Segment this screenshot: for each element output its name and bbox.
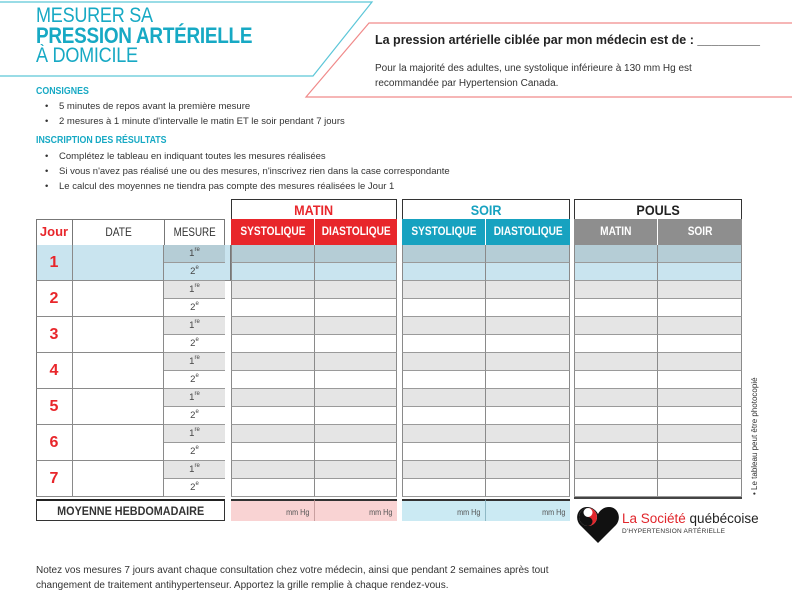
input-cell-soir-systolique[interactable]: [402, 443, 486, 461]
consignes-heading: CONSIGNES: [36, 86, 89, 97]
input-cell-matin-diastolique[interactable]: [315, 299, 397, 317]
input-cell-soir-systolique[interactable]: [402, 407, 486, 425]
input-cell-soir-systolique[interactable]: [402, 299, 486, 317]
input-cell-matin-systolique[interactable]: [231, 317, 315, 335]
input-cell-pouls-matin[interactable]: [574, 317, 658, 335]
day-number: 7: [49, 470, 59, 487]
inscription-list: [45, 149, 450, 194]
input-cell-matin-diastolique[interactable]: [315, 461, 397, 479]
input-cell-pouls-soir[interactable]: [658, 443, 742, 461]
input-cell-soir-systolique[interactable]: [402, 389, 486, 407]
input-cell-pouls-matin[interactable]: [574, 443, 658, 461]
title-line-1: MESURER SA: [36, 4, 153, 27]
input-cell-soir-systolique[interactable]: [402, 479, 486, 497]
date-input[interactable]: [72, 245, 164, 281]
input-cell-pouls-matin[interactable]: [574, 461, 658, 479]
input-cell-soir-diastolique[interactable]: [486, 425, 570, 443]
col-header-pouls-soir: SOIR: [658, 219, 742, 245]
heart-logo-icon: [576, 505, 620, 545]
day-number: 1: [49, 254, 59, 271]
input-cell-pouls-matin[interactable]: [574, 281, 658, 299]
day-number: 6: [49, 434, 59, 451]
input-cell-soir-systolique[interactable]: [402, 263, 486, 281]
mesure-label: 1re: [164, 389, 225, 407]
input-cell-pouls-matin[interactable]: [574, 479, 658, 497]
col-header-mesure: MESURE: [164, 219, 225, 245]
day-number: 3: [49, 326, 59, 343]
input-cell-pouls-soir[interactable]: [658, 263, 742, 281]
input-cell-matin-systolique[interactable]: [231, 461, 315, 479]
input-cell-matin-diastolique[interactable]: [315, 317, 397, 335]
consignes-list: [45, 99, 345, 129]
col-header-soir-diastolique: DIASTOLIQUE: [486, 219, 570, 245]
date-input[interactable]: [72, 425, 164, 461]
input-cell-matin-systolique[interactable]: [231, 353, 315, 371]
input-cell-soir-systolique[interactable]: [402, 317, 486, 335]
input-cell-pouls-matin[interactable]: [574, 299, 658, 317]
input-cell-matin-diastolique[interactable]: [315, 479, 397, 497]
input-cell-soir-systolique[interactable]: [402, 371, 486, 389]
list-item: • 2 mesures à 1 minute d'intervalle le matin ET le soir pendant 7 jours: [45, 114, 345, 129]
col-header-pouls-matin: MATIN: [574, 219, 658, 245]
col-header-matin-diastolique: DIASTOLIQUE: [315, 219, 397, 245]
input-cell-pouls-soir[interactable]: [658, 371, 742, 389]
col-header-jour: Jour: [39, 224, 69, 239]
input-cell-soir-diastolique[interactable]: [486, 389, 570, 407]
input-cell-matin-systolique[interactable]: [231, 443, 315, 461]
input-cell-matin-diastolique[interactable]: [315, 407, 397, 425]
input-cell-pouls-soir[interactable]: [658, 299, 742, 317]
logo-subtitle: D'HYPERTENSION ARTÉRIELLE: [622, 528, 726, 535]
input-cell-matin-systolique[interactable]: [231, 425, 315, 443]
weekly-average-label: MOYENNE HEBDOMADAIRE: [36, 499, 225, 521]
input-cell-matin-diastolique[interactable]: [315, 281, 397, 299]
pouls-bottom-rule: [574, 497, 742, 499]
input-cell-soir-diastolique[interactable]: [486, 461, 570, 479]
mesure-label: 2e: [164, 407, 225, 425]
mesure-label: 1re: [164, 353, 225, 371]
list-item: • Complétez le tableau en indiquant toutes les mesures réalisées: [45, 149, 450, 164]
input-cell-matin-systolique[interactable]: [231, 263, 315, 281]
mesure-label: 1re: [164, 425, 225, 443]
input-cell-soir-systolique[interactable]: [402, 245, 486, 263]
input-cell-matin-systolique[interactable]: [231, 335, 315, 353]
input-cell-pouls-matin[interactable]: [574, 335, 658, 353]
input-cell-soir-diastolique[interactable]: [486, 281, 570, 299]
average-soir-systolique[interactable]: mm Hg: [402, 499, 486, 521]
input-cell-pouls-matin[interactable]: [574, 389, 658, 407]
mesure-label: 2e: [164, 479, 225, 497]
input-cell-pouls-matin[interactable]: [574, 371, 658, 389]
input-cell-matin-systolique[interactable]: [231, 371, 315, 389]
date-input[interactable]: [72, 389, 164, 425]
group-header-pouls: POULS: [574, 199, 742, 219]
input-cell-matin-diastolique[interactable]: [315, 425, 397, 443]
input-cell-soir-diastolique[interactable]: [486, 407, 570, 425]
col-header-soir-systolique: SYSTOLIQUE: [402, 219, 486, 245]
title-line-3: À DOMICILE: [36, 44, 138, 67]
mesure-label: 2e: [164, 335, 225, 353]
input-cell-matin-systolique[interactable]: [231, 281, 315, 299]
input-cell-matin-diastolique[interactable]: [315, 443, 397, 461]
input-cell-soir-diastolique[interactable]: [486, 263, 570, 281]
input-cell-matin-systolique[interactable]: [231, 245, 315, 263]
average-soir-diastolique[interactable]: mm Hg: [486, 499, 570, 521]
col-header-matin-systolique: SYSTOLIQUE: [231, 219, 315, 245]
photocopy-note: • Le tableau peut être photocopié: [750, 377, 759, 495]
input-cell-pouls-matin[interactable]: [574, 407, 658, 425]
input-cell-soir-systolique[interactable]: [402, 461, 486, 479]
input-cell-matin-diastolique[interactable]: [315, 389, 397, 407]
input-cell-matin-diastolique[interactable]: [315, 245, 397, 263]
input-cell-soir-systolique[interactable]: [402, 353, 486, 371]
input-cell-pouls-matin[interactable]: [574, 425, 658, 443]
mesure-label: 1re: [164, 245, 225, 263]
mesure-label: 1re: [164, 281, 225, 299]
input-cell-soir-systolique[interactable]: [402, 281, 486, 299]
input-cell-soir-diastolique[interactable]: [486, 299, 570, 317]
input-cell-matin-systolique[interactable]: [231, 407, 315, 425]
input-cell-pouls-soir[interactable]: [658, 245, 742, 263]
mesure-label: 2e: [164, 299, 225, 317]
input-cell-pouls-soir[interactable]: [658, 281, 742, 299]
input-cell-pouls-matin[interactable]: [574, 353, 658, 371]
day-number: 4: [49, 362, 59, 379]
date-input[interactable]: [72, 461, 164, 497]
title-line-2: PRESSION ARTÉRIELLE: [36, 23, 253, 48]
input-cell-soir-systolique[interactable]: [402, 335, 486, 353]
average-matin-diastolique[interactable]: mm Hg: [315, 499, 397, 521]
input-cell-soir-diastolique[interactable]: [486, 317, 570, 335]
logo-name: La Société québécoise: [622, 511, 759, 526]
input-cell-matin-systolique[interactable]: [231, 479, 315, 497]
target-pressure-label: La pression artérielle ciblée par mon médecin est de : _________: [375, 33, 760, 47]
input-cell-soir-diastolique[interactable]: [486, 479, 570, 497]
input-cell-pouls-soir[interactable]: [658, 317, 742, 335]
list-item: • Si vous n'avez pas réalisé une ou des mesures, n'inscrivez rien dans la case correspondante: [45, 164, 450, 179]
date-input[interactable]: [72, 317, 164, 353]
input-cell-pouls-soir[interactable]: [658, 335, 742, 353]
mesure-label: 1re: [164, 461, 225, 479]
mesure-label: 2e: [164, 371, 225, 389]
input-cell-matin-systolique[interactable]: [231, 299, 315, 317]
input-cell-matin-diastolique[interactable]: [315, 335, 397, 353]
group-header-soir: SOIR: [402, 199, 570, 219]
input-cell-pouls-soir[interactable]: [658, 389, 742, 407]
day-number: 5: [49, 398, 59, 415]
day-number: 2: [49, 290, 59, 307]
date-input[interactable]: [72, 353, 164, 389]
input-cell-soir-diastolique[interactable]: [486, 371, 570, 389]
input-cell-pouls-soir[interactable]: [658, 407, 742, 425]
average-matin-systolique[interactable]: mm Hg: [231, 499, 315, 521]
input-cell-soir-diastolique[interactable]: [486, 443, 570, 461]
date-input[interactable]: [72, 281, 164, 317]
group-header-matin: MATIN: [231, 199, 397, 219]
input-cell-pouls-soir[interactable]: [658, 479, 742, 497]
footer-note: Notez vos mesures 7 jours avant chaque consultation chez votre médecin, ainsi que pendant 2 semaines après tout changement de traitement antihypertenseur. Apportez la grille remplie à chaque rendez-vous.: [36, 565, 549, 591]
input-cell-matin-systolique[interactable]: [231, 389, 315, 407]
mesure-label: 2e: [164, 263, 225, 281]
input-cell-soir-diastolique[interactable]: [486, 245, 570, 263]
input-cell-pouls-soir[interactable]: [658, 461, 742, 479]
input-cell-pouls-soir[interactable]: [658, 425, 742, 443]
mesure-label: 1re: [164, 317, 225, 335]
page-title: [36, 6, 287, 66]
input-cell-pouls-matin[interactable]: [574, 263, 658, 281]
input-cell-soir-diastolique[interactable]: [486, 335, 570, 353]
list-item: • Le calcul des moyennes ne tiendra pas compte des mesures réalisées le Jour 1: [45, 179, 450, 194]
inscription-heading: INSCRIPTION DES RÉSULTATS: [36, 135, 167, 146]
input-cell-soir-systolique[interactable]: [402, 425, 486, 443]
input-cell-soir-diastolique[interactable]: [486, 353, 570, 371]
input-cell-pouls-matin[interactable]: [574, 245, 658, 263]
input-cell-matin-diastolique[interactable]: [315, 371, 397, 389]
input-cell-pouls-soir[interactable]: [658, 353, 742, 371]
input-cell-matin-diastolique[interactable]: [315, 353, 397, 371]
mesure-label: 2e: [164, 443, 225, 461]
target-pressure-note: Pour la majorité des adultes, une systolique inférieure à 130 mm Hg est recommandée par Hypertension Canada.: [375, 63, 692, 89]
list-item: • 5 minutes de repos avant la première mesure: [45, 99, 345, 114]
input-cell-matin-diastolique[interactable]: [315, 263, 397, 281]
col-header-date: DATE: [72, 219, 164, 245]
